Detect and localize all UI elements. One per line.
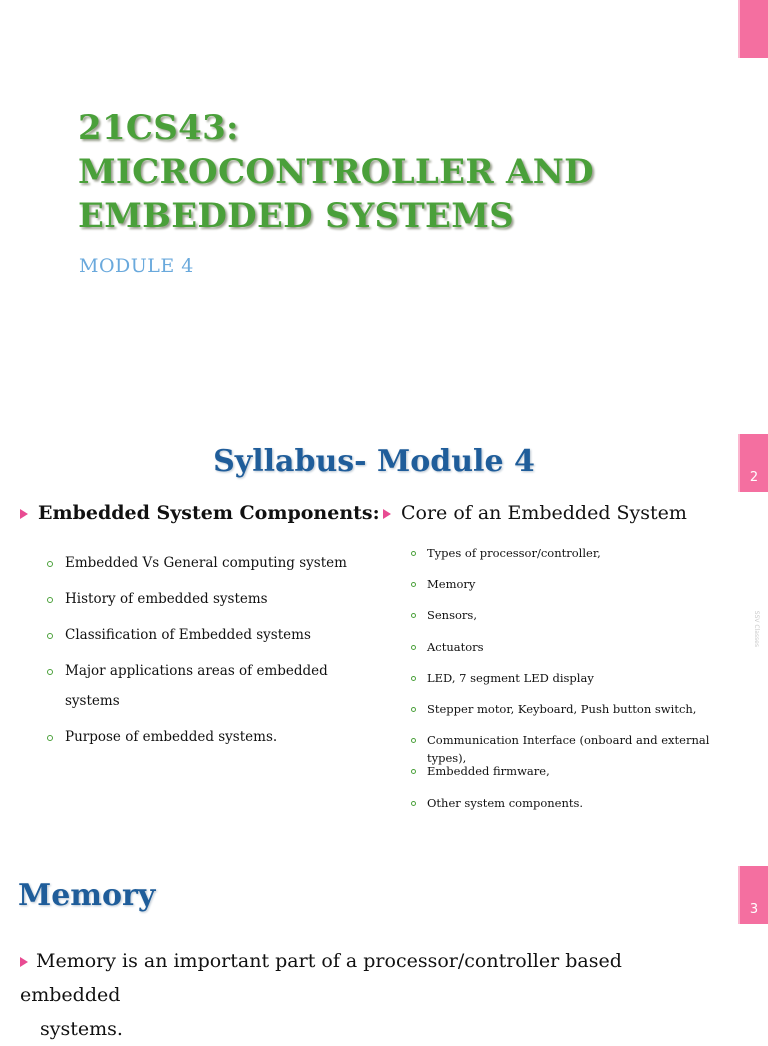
list-item: LED, 7 segment LED display <box>410 669 750 700</box>
module-subtitle: MODULE 4 <box>79 255 194 277</box>
list-item: Memory <box>410 575 750 606</box>
right-heading <box>383 502 687 524</box>
circle-bullet-icon <box>411 645 416 650</box>
circle-bullet-icon <box>47 669 53 675</box>
list-item: Major applications areas of embedded systems <box>46 656 356 716</box>
left-heading <box>20 502 380 524</box>
list-item: Sensors, <box>410 606 750 637</box>
circle-bullet-icon <box>411 801 416 806</box>
right-sub-list <box>410 544 750 825</box>
slide-1 <box>0 0 768 430</box>
list-item: Embedded Vs General computing system <box>46 548 356 578</box>
circle-bullet-icon <box>47 735 53 741</box>
circle-bullet-icon <box>411 551 416 556</box>
paragraph-line-1: Memory is an important part of a processor/controller based embedded <box>20 950 622 1006</box>
list-item: Types of processor/controller, <box>410 544 750 575</box>
circle-bullet-icon <box>411 738 416 743</box>
title-line-2: MICROCONTROLLER AND <box>78 152 594 192</box>
circle-bullet-icon <box>411 613 416 618</box>
circle-bullet-icon <box>411 769 416 774</box>
circle-bullet-icon <box>411 676 416 681</box>
slide-2 <box>0 432 768 862</box>
left-heading-text: Embedded System Components: <box>38 502 380 524</box>
list-item: Purpose of embedded systems. <box>46 722 356 752</box>
watermark: SSV Classes <box>753 610 760 647</box>
arrow-bullet-icon <box>20 957 28 967</box>
circle-bullet-icon <box>47 597 53 603</box>
circle-bullet-icon <box>411 707 416 712</box>
circle-bullet-icon <box>47 561 53 567</box>
list-item: Actuators <box>410 638 750 669</box>
right-heading-text: Core of an Embedded System <box>401 502 687 524</box>
list-item: Classification of Embedded systems <box>46 620 356 650</box>
list-item: Communication Interface (onboard and external types), <box>410 731 750 762</box>
slide-tab <box>738 0 768 58</box>
paragraph-line-2: systems. <box>40 1018 123 1040</box>
list-item: Other system components. <box>410 794 750 825</box>
memory-paragraph <box>20 944 720 1046</box>
page-number: 2 <box>749 470 759 485</box>
page-number: 3 <box>749 902 759 917</box>
circle-bullet-icon <box>47 633 53 639</box>
list-item: Stepper motor, Keyboard, Push button switch, <box>410 700 750 731</box>
circle-bullet-icon <box>411 582 416 587</box>
slide-title: Syllabus- Module 4 <box>213 444 535 479</box>
arrow-bullet-icon <box>20 509 28 519</box>
arrow-bullet-icon <box>383 509 391 519</box>
page-number-tab <box>738 866 768 924</box>
title-line-3: EMBEDDED SYSTEMS <box>78 196 514 236</box>
slide-title: Memory <box>18 878 156 913</box>
title-line-1: 21CS43: <box>78 108 239 148</box>
list-item: History of embedded systems <box>46 584 356 614</box>
course-title <box>78 106 718 238</box>
left-sub-list <box>46 548 356 758</box>
list-item: Embedded firmware, <box>410 762 750 793</box>
slide-3 <box>0 864 768 1040</box>
